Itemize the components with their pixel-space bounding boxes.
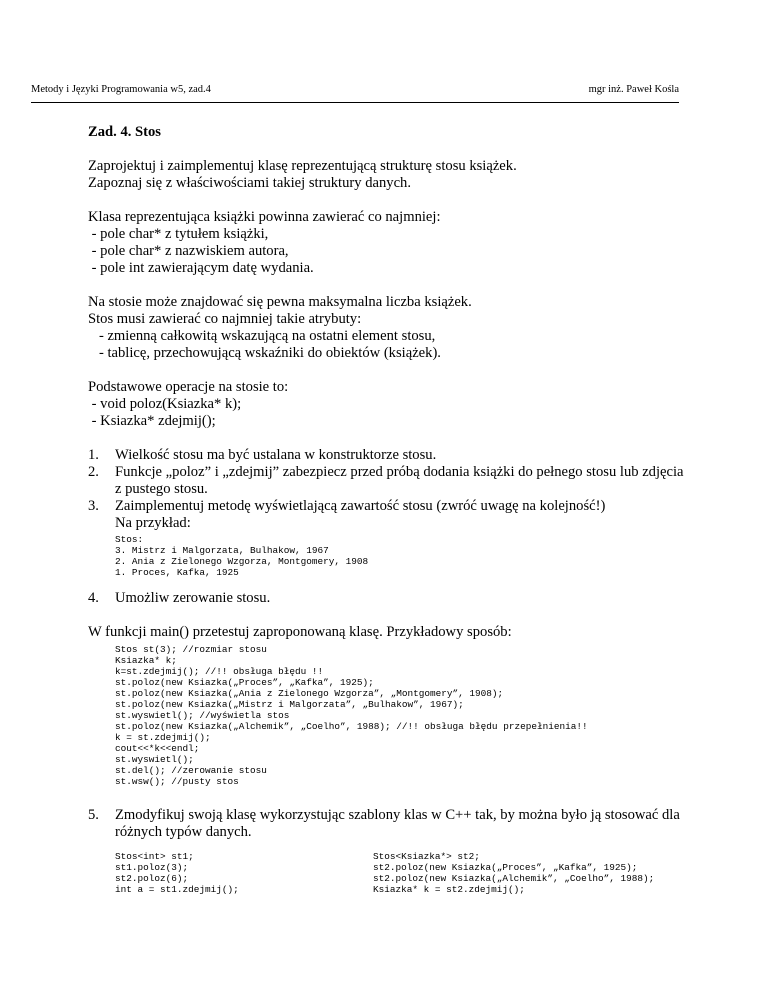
list-text: Funkcje „poloz” i „zdejmij” zabezpiecz przed próbą dodania książki do pełnego stosu lub zdjęcia z pustego stosu. [115,464,684,497]
task-title: Zad. 4. Stos [88,124,161,140]
template-code-left: Stos<int> st1; st1.poloz(3); st2.poloz(6); int a = st1.zdejmij(); [115,851,239,895]
main-test-text: W funkcji main() przetestuj zaproponowaną klasę. Przykładowy sposób: [88,624,512,640]
book-class-line: - pole int zawierającym datę wydania. [88,260,314,276]
book-class-line: - pole char* z nazwiskiem autora, [88,243,289,259]
operations-line: - void poloz(Ksiazka* k); [88,396,242,412]
list-text: Umożliw zerowanie stosu. [115,590,271,606]
list-text: Wielkość stosu ma być ustalana w konstruktorze stosu. [115,447,437,463]
intro-line: Zapoznaj się z właściwościami takiej struktury danych. [88,175,411,191]
example-output-code: Stos: 3. Mistrz i Malgorzata, Bulhakow, 1967 2. Ania z Zielonego Wzgorza, Montgomery, 1908 1. Proces, Kafka, 1925 [115,534,369,578]
main-code-block: Stos st(3); //rozmiar stosu Ksiazka* k; k=st.zdejmij(); //!! obsługa błędu !! st.poloz(new Ksiazka(„Proces”, „Kafka”, 1925); st.poloz(new Ksiazka(„Ania z Zielonego Wzgorza”, „Montgomery”, 1908); st.poloz(new Ksiazka(„Mistrz i Malgorzata”, „Bulhakow”, 1967); st.wyswietl(); //wyświetla stos st.poloz(new Ksiazka(„Alchemik”, „Coelho”, 1988); //!! obsługa błędu przepełnienia!! k = st.zdejmij(); cout<<*k<<endl; st.wyswietl(); st.del(); //zerowanie stosu st.wsw(); //pusty stos [115,644,588,787]
stack-attr-line: Stos musi zawierać co najmniej takie atrybuty: [88,311,362,327]
list-number: 3. [88,498,99,514]
list-item [88,498,688,532]
list-text: Zaimplementuj metodę wyświetlającą zawartość stosu (zwróć uwagę na kolejność!) [115,498,606,514]
list-text: Zmodyfikuj swoją klasę wykorzystując szablony klas w C++ tak, by można było ją stosować dla różnych typów danych. [115,807,680,840]
stack-attr-line: - zmienną całkowitą wskazującą na ostatni element stosu, [88,328,436,344]
list-item [88,590,688,607]
operations-line: Podstawowe operacje na stosie to: [88,379,289,395]
list-number: 4. [88,590,99,606]
list-subtext: Na przykład: [115,515,191,531]
template-code-columns [115,851,688,907]
book-class-paragraph [88,209,688,277]
page-header [31,82,679,103]
intro-line: Zaprojektuj i zaimplementuj klasę reprezentującą strukturę stosu książek. [88,158,517,174]
list-number: 5. [88,807,99,823]
list-item [88,447,688,464]
requirements-list [88,447,688,532]
stack-attr-line: Na stosie może znajdować się pewna maksymalna liczba książek. [88,294,472,310]
book-class-line: - pole char* z tytułem książki, [88,226,269,242]
intro-paragraph [88,158,688,192]
header-author: mgr inż. Paweł Kośla [588,84,679,95]
list-item [88,807,688,841]
list-item [88,464,688,498]
header-course-title: Metody i Języki Programowania w5, zad.4 [31,84,211,95]
operations-paragraph [88,379,688,430]
operations-line: - Ksiazka* zdejmij(); [88,413,216,429]
book-class-line: Klasa reprezentująca książki powinna zawierać co najmniej: [88,209,441,225]
list-number: 2. [88,464,99,480]
list-number: 1. [88,447,99,463]
stack-attributes-paragraph [88,294,688,362]
document-body [88,124,688,907]
template-code-right: Stos<Ksiazka*> st2; st2.poloz(new Ksiazka(„Proces”, „Kafka”, 1925); st2.poloz(new Ksiazka(„Alchemik”, „Coelho”, 1988); Ksiazka* k = st2.zdejmij(); [373,851,655,895]
stack-attr-line: - tablicę, przechowującą wskaźniki do obiektów (książek). [88,345,441,361]
